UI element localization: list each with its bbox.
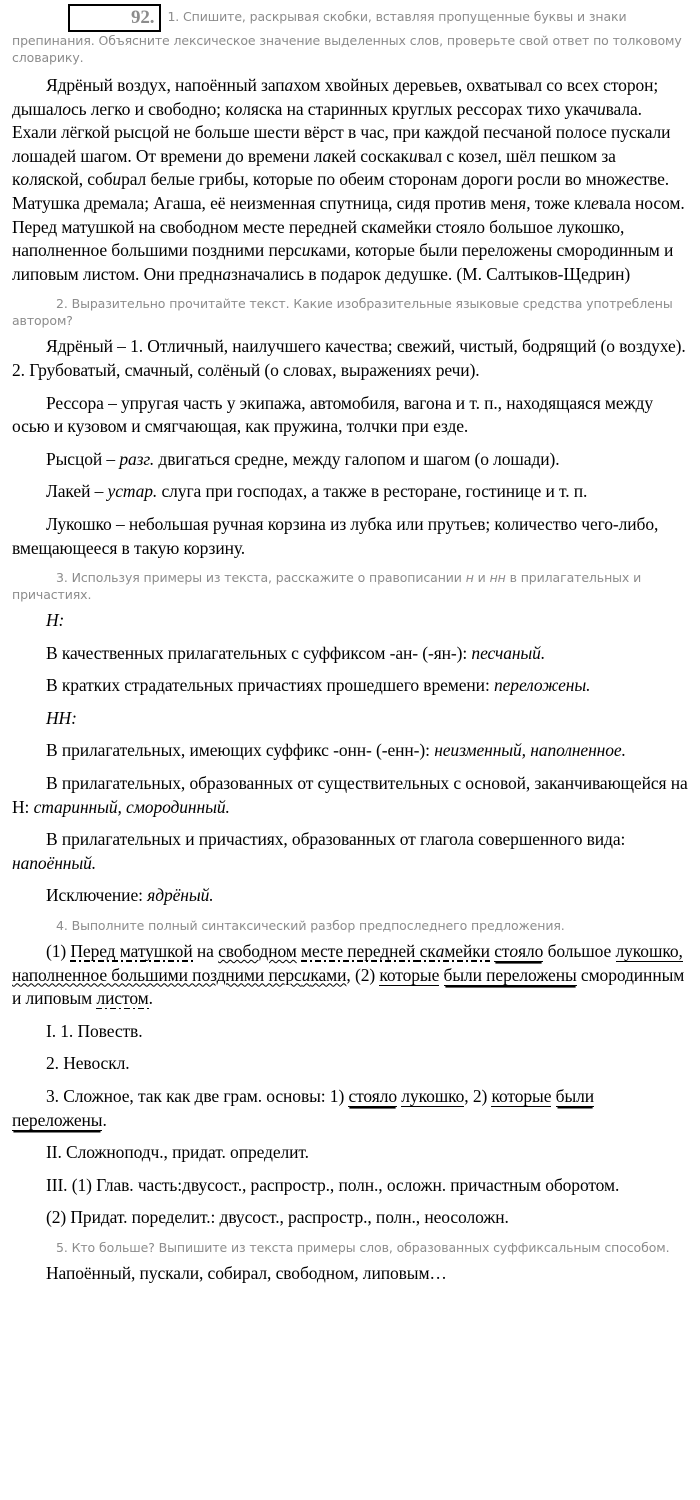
inserted-letter: о [62, 98, 71, 119]
inserted-letter: а [322, 145, 332, 166]
rule-nn-3-text: В прилагательных и причастиях, образованных от глагола совершенного вида: [46, 829, 626, 850]
rule-header-n [12, 609, 688, 633]
clause-2-marker: (2) [354, 964, 380, 985]
task-3-text-b: и [473, 570, 490, 586]
rule-nn-item-2 [12, 772, 688, 819]
rule-exception-text: Исключение: [46, 885, 148, 906]
dict-definition: двигаться средне, между галопом и шагом (о лошади). [154, 448, 560, 469]
inserted-letter: и [408, 145, 418, 166]
rule-n-1-text: В качественных прилагательных с суффиксом -ан- (-ян-): [46, 642, 472, 663]
rule-nn-2-text: В прилагательных, образованных от существительных с основой, заканчивающейся на Н: [12, 773, 688, 817]
inserted-letter: и [301, 964, 311, 985]
inserted-letter: и [112, 169, 122, 190]
analysis-item-ii: II. Сложноподч., придат. определит. [46, 1142, 309, 1163]
object-modifier: листом [96, 988, 149, 1009]
task-4-instruction: 4. Выполните полный синтаксический разбор предпоследнего предложения. [56, 918, 565, 934]
inserted-letter: и [596, 98, 606, 119]
exercise-number-badge: 92. [68, 4, 161, 32]
inserted-letter: и [301, 240, 311, 261]
dict-dash: – [90, 481, 108, 502]
predicate [494, 941, 543, 962]
inserted-letter: е [591, 192, 599, 213]
dictionary-entry-yadryony [12, 335, 688, 382]
rule-nn-1-example: неизменный, наполненное. [434, 740, 626, 761]
plain-text: ск [415, 941, 436, 962]
dictionary-entry-ressora [12, 392, 688, 439]
dict-usage-label: устар. [107, 481, 158, 502]
predicate-clause-2: были переложены [443, 964, 577, 985]
rule-nn-item-1 [12, 739, 688, 763]
dictionary-entry-lakey [12, 480, 688, 504]
task-1-text: 1. Спишите, раскрывая скобки, вставляя пропущенные буквы и знаки препинания. Объясните лексическое значение выделенных слов, проверьте свой ответ по толковому словарику. [12, 9, 682, 65]
task-3-letter-n: н [465, 570, 474, 586]
rule-header-nn [12, 707, 688, 731]
inserted-letter: о [233, 98, 243, 119]
rule-header-nn-label: НН: [46, 707, 77, 728]
analysis-item-2: 2. Невоскл. [46, 1053, 130, 1074]
task-1-instruction [12, 4, 688, 66]
task-5-instruction: 5. Кто больше? Выпишите из текста примеры слов, образованных суффиксальным способом. [56, 1239, 670, 1255]
dict-definition: небольшая ручная корзина из лубка или прутьев; количество чего-либо, вмещающееся в такую корзину. [12, 513, 659, 558]
plain-text: . [148, 988, 153, 1009]
predicate-part: ст [494, 941, 510, 962]
predicate-part: яло [518, 941, 544, 962]
inserted-letter: я [518, 192, 527, 213]
inserted-letter: а [435, 941, 445, 962]
adverbial-modifier: Перед матушкой [70, 941, 193, 962]
dict-definition: 1. Отличный, наилучшего качества; свежий, чистый, бодрящий (о воздухе). 2. Грубоватый, смачный, солёный (о словах, выражениях речи). [12, 336, 686, 380]
subject: лукошко, [615, 941, 683, 962]
dict-dash: – [112, 336, 131, 357]
rule-n-item-1 [12, 642, 688, 666]
task-3-text-a: 3. Используя примеры из текста, расскажите о правописании [56, 570, 466, 586]
dict-headword: Рысцой [46, 448, 103, 469]
dict-headword: Лакей [46, 481, 91, 502]
clause-1-marker: (1) [46, 941, 71, 962]
inserted-letter: а [284, 75, 294, 95]
rule-nn-1-text: В прилагательных, имеющих суффикс -онн- (-енн-): [46, 740, 435, 761]
attribute-part: наполненное большими поздними перс [12, 964, 302, 985]
plain-text: смородинным и липовым [12, 964, 685, 1009]
dict-dash: – [103, 392, 122, 413]
analysis-item-1: I. 1. Повеств. [46, 1020, 143, 1041]
analysis-item-iii-2: (2) Придат. поределит.: двусост., распростр., полн., неосоложн. [46, 1207, 509, 1228]
dict-dash: – [111, 513, 129, 534]
rule-exception-example: ядрёный. [147, 885, 214, 906]
dict-headword: Рессора [46, 392, 104, 413]
plain-text: на [192, 941, 219, 962]
plain-text: мейки [444, 941, 490, 962]
rule-nn-item-3 [12, 828, 688, 875]
inserted-letter: о [151, 122, 160, 143]
task-2-instruction: 2. Выразительно прочитайте текст. Какие изобразительные языковые средства употреблены автором? [12, 296, 673, 329]
attribute-modifier: свободном [218, 941, 297, 962]
rule-exception [12, 884, 688, 908]
dict-headword: Лукошко [46, 513, 112, 534]
dict-usage-label: разг. [119, 448, 155, 469]
dictionary-entry-lukoshko [12, 513, 688, 560]
attribute-part: ками [310, 964, 347, 985]
subject-clause-2: которые [379, 964, 440, 985]
plain-text: большое [543, 941, 616, 962]
task-3-text-c: в прилагательных и причастиях. [12, 570, 642, 603]
dictionary-entry-rystsoy [12, 448, 688, 472]
dict-definition: слуга при господах, а также в ресторане, гостинице и т. п. [157, 481, 588, 502]
rule-header-n-label: Н: [46, 610, 65, 631]
inserted-letter: а [377, 216, 386, 237]
grammatical-base-1-subject: лукошко [401, 1086, 465, 1106]
dict-headword: Ядрёный [46, 336, 113, 357]
analysis-item-3-prefix: 3. Сложное, так как две грам. основы: 1) [46, 1086, 349, 1106]
dict-definition: упругая часть у экипажа, автомобиля, вагона и т. п., находящаяся между осью и кузовом и смягчающая, как пружина, толчки при езде. [12, 392, 654, 437]
dict-dash: – [102, 448, 120, 469]
plain-text: , [346, 964, 355, 985]
rule-nn-2-example: старинный, смородинный. [33, 796, 230, 817]
inserted-letter: о [330, 263, 339, 284]
analysis-item-3-end: . [102, 1109, 107, 1130]
inserted-letter: а [222, 263, 232, 284]
rule-n-item-2 [12, 674, 688, 698]
analysis-item-3 [12, 1085, 688, 1132]
plain-text [439, 965, 443, 985]
inserted-letter: е [626, 169, 634, 190]
adverbial-modifier: месте передней [301, 941, 416, 962]
rule-n-2-text: В кратких страдательных причастиях прошедшего времени: [46, 675, 494, 696]
rule-nn-3-example: напоённый. [12, 852, 97, 873]
inserted-letter: о [450, 216, 460, 237]
participial-attribute [12, 965, 346, 985]
analysis-item-3-mid: , 2) [464, 1086, 492, 1106]
adverbial-modifier-cont [415, 941, 490, 962]
inserted-letter: о [20, 169, 30, 190]
rule-n-1-example: песчаный. [471, 642, 546, 663]
inserted-letter: о [509, 941, 519, 962]
analysis-item-iii: III. (1) Глав. часть:двусост., распростр., полн., осложн. причастным оборотом. [46, 1174, 620, 1195]
rule-n-2-example: переложены. [493, 675, 591, 696]
answer-5: Напоённый, пускали, собирал, свободном, липовым… [46, 1262, 447, 1283]
grammatical-base-1-predicate: стояло [348, 1086, 397, 1106]
parsed-sentence [12, 940, 688, 1011]
task-3-instruction [12, 569, 688, 603]
source-text-paragraph: Ядрёный воздух, напоённый запахом хвойных деревьев, охватывал со всех сторон; дышалось легко и свободно; коляска на старинных круглых рессорах тихо укачивала. Ехали лёгкой рысцой не больше шести вёрст в час, при каждой песчаной полосе пускали лошадей шагом. От времени до времени лакей соскакивал с козел, шёл пешком за коляской, собирал белые грибы, которые по обеим сторонам дороги росли во множестве. Матушка дремала; Агаша, её неизменная спутница, сидя против меня, тоже клевала носом. Перед матушкой на свободном месте передней скамейки стояло большое лукошко, наполненное большими поздними персиками, которые были переложены смородинным и липовым листом. Они предназначались в подарок дедушке. (М. Салтыков-Щедрин) [12, 75, 685, 284]
source-author: (М. Салтыков-Щедрин) [456, 263, 631, 284]
grammatical-base-2-subject: которые [491, 1086, 552, 1106]
grammatical-base-2-predicate: были переложены [12, 1086, 595, 1130]
task-3-letter-nn: нн [489, 570, 506, 586]
